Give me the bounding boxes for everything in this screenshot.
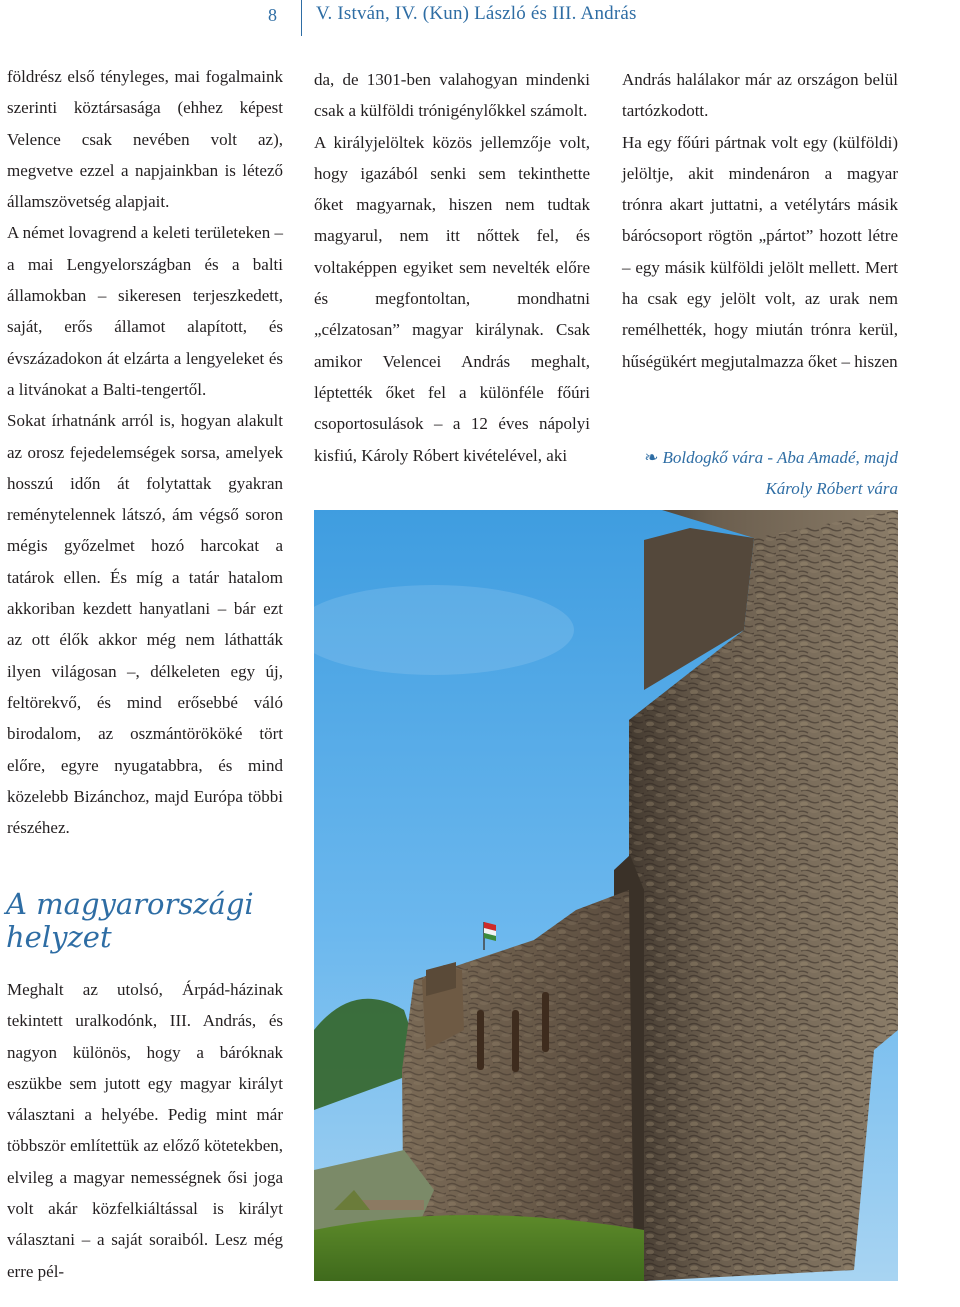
text-column-left xyxy=(7,61,283,843)
section-heading: A magyarországi helyzet xyxy=(6,887,254,954)
castle-photo xyxy=(314,510,898,1281)
header-divider xyxy=(301,0,302,36)
paragraph: Sokat írhatnánk arról is, hogyan alakult az orosz fejedelemségek sorsa, amelyek hosszú időn át folytattak gyakran reménytelennek látszó, ám végső soron mégis győzelmet hozó harcokat a tatárok ellen. És míg a tatár hatalom akkoriban kezdett hanyatlani – bár ezt az ott élők akkor még nem láthatták ilyen világosan –, délkeleten egy új, feltörekvő, és mind erősebbé váló birodalom, az oszmántörököké tört előre, egyre nyugatabbra, és mind közelebb Bizánchoz, majd Európa többi részéhez. xyxy=(7,411,283,838)
paragraph: A királyjelöltek közös jellemzője volt, hogy igazából senki sem tekinthette őket magyarnak, hiszen nem tudtak magyarul, nem itt nőttek fel, és voltaképpen egyiket sem nevelték előre és megfontoltan, mondhatni „célzatosan” magyar királynak. Csak amikor Velencei András meghalt, léptették őket fel a különféle főúri csoportosulások – a 12 éves nápolyi kisfiú, Károly Róbert kivételével, aki xyxy=(314,132,590,465)
text-column-right xyxy=(622,64,898,377)
paragraph: Meghalt az utolsó, Árpád-házinak tekintett uralkodónk, III. András, és nagyon különös, hogy a báróknak eszükbe sem jutott egy magyar királyt választani a helyébe. Pedig mint már többször említettük az előző kötetekben, elvileg a magyar nemességnek ősi joga volt akár közfelkiáltással is királyt választani – a saját soraiból. Lesz még erre pél- xyxy=(7,980,283,1281)
paragraph: András halálakor már az országon belül tartózkodott. xyxy=(622,70,898,121)
paragraph: Ha egy főúri pártnak volt egy (külföldi) jelöltje, akit mindenáron a magyar trónra akart juttatni, a vetélytárs másik bárócsoport rögtön „pártot” hozott létre – egy másik külföldi jelölt mellett. Mert ha csak egy jelölt volt, az urak nem remélhették, hogy miután trónra kerül, hűségükért megjutalmazza őket – hiszen xyxy=(622,132,898,371)
paragraph: földrész első tényleges, mai fogalmaink szerinti köztársasága (ehhez képest Velence csak nevében volt az), megvetve ezzel a napjainkban is létező államszövetség alapjait. xyxy=(7,67,283,212)
running-title: V. István, IV. (Kun) László és III. András xyxy=(316,3,637,24)
text-column-middle xyxy=(314,64,590,471)
caption-text: Boldogkő vára - Aba Amadé, majd Károly Róbert vára xyxy=(662,448,898,498)
text-column-left-section xyxy=(7,974,283,1287)
fleuron-icon: ❧ xyxy=(644,448,659,467)
paragraph: da, de 1301-ben valahogyan mindenki csak a külföldi trónigénylőkkel számolt. xyxy=(314,70,590,121)
paragraph: A német lovagrend a keleti területeken – a mai Lengyelországban és a balti államokban – sikeresen terjeszkedett, saját, erős államot alapított, és évszázadokon át elzárta a lengyeleket és a litvánokat a Balti-tengertől. xyxy=(7,223,283,399)
page-number: 8 xyxy=(268,5,277,25)
photo-caption xyxy=(622,442,898,504)
